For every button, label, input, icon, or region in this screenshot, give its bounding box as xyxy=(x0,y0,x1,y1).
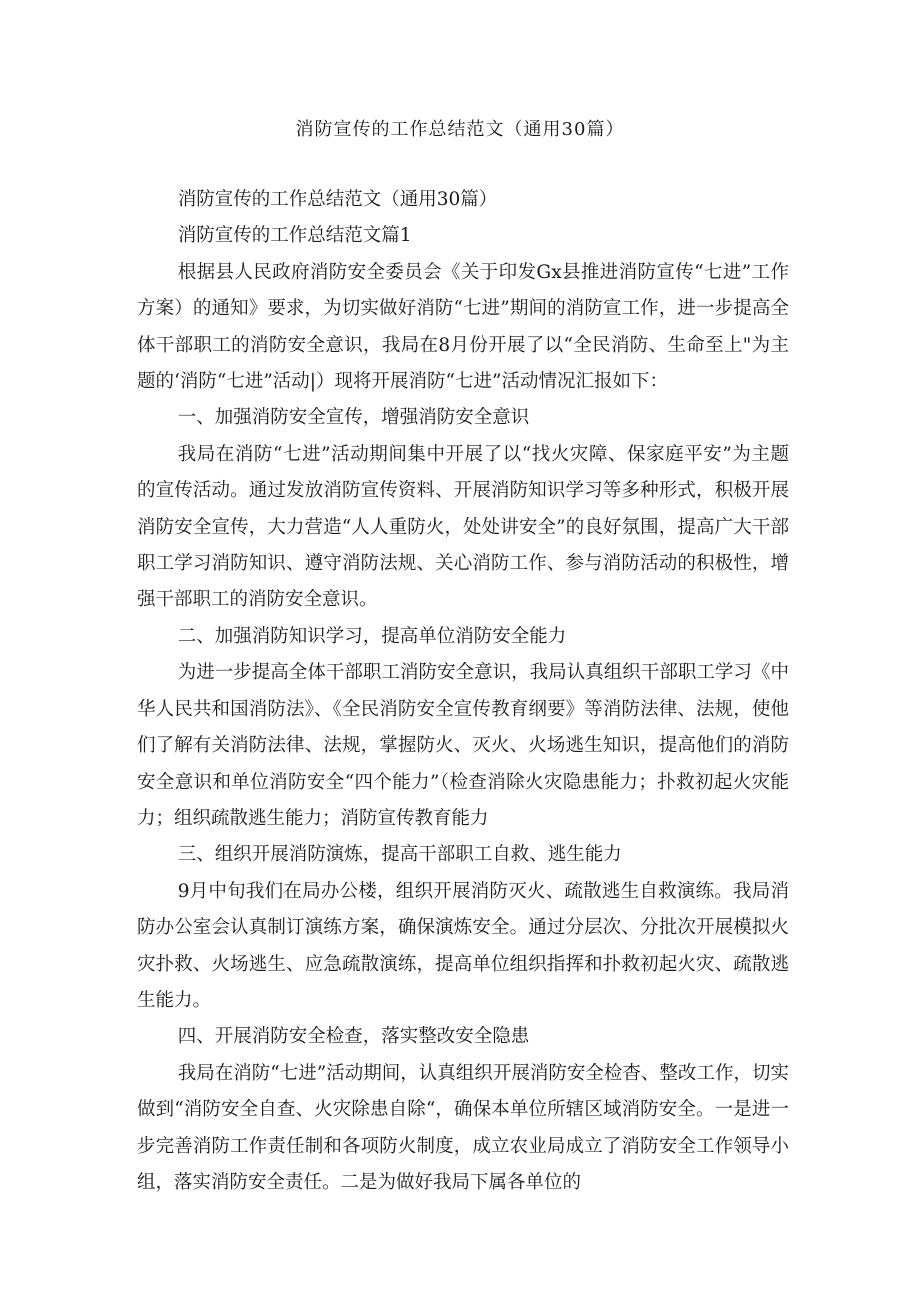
section-heading: 二、加强消防知识学习，提高单位消防安全能力 xyxy=(177,625,567,647)
paragraph: 根据县人民政府消防安全委员会《关于印发Gx县推进消防宣传“七进”工作方案）的通知》要求，为切实做好消防“七进”期间的消防宣工作，进一步提高全体干部职工的消防安全意识，我局在8月份开展了以“全民消防、生命至上"为主题的‘消防“七进”活动|）现将开展消防“七进”活动情况汇报如下： xyxy=(137,261,789,393)
section-heading: 四、开展消防安全检查，落实整改安全隐患 xyxy=(177,1026,530,1048)
paragraph-subtitle: 消防宣传的工作总结范文（通用30篇） xyxy=(177,189,498,210)
section-heading: 一、加强消防安全宣传，增强消防安全意识 xyxy=(177,407,530,429)
paragraph-section-title: 消防宣传的工作总结范文篇1 xyxy=(177,225,412,247)
paragraph: 9月中旬我们在局办公楼，组织开展消防灭火、疏散逃生自救演练。我局消防办公室会认真制订演练方案，确保演炼安全。通过分层次、分批次开展模拟火灾扑救、火场逃生、应急疏散演练，提高单位组织指挥和扑救初起火灾、疏散逃生能力。 xyxy=(137,880,789,1011)
section-heading: 三、组织开展消防演炼，提高干部职工自救、逃生能力 xyxy=(177,844,622,866)
document-title: 消防宣传的工作总结范文（通用30篇） xyxy=(295,119,625,140)
paragraph: 为进一步提高全体干部职工消防安全意识，我局认真组织干部职工学习《中华人民共和国消防法》、《全民消防安全宣传教育纲要》等消防法律、法规，使他们了解有关消防法律、法规，掌握防火、灭火、火场逃生知识，提高他们的消防安全意识和单位消防安全“四个能力”（检查消除火灾隐患能力；扑救初起火灾能力；组织疏散逃生能力；消防宣传教育能力 xyxy=(137,662,789,829)
paragraph: 我局在消防“七进”活动期间，认真组织开展消防安全检杳、整改工作，切实做到“消防安全自查、火灾除患自除“，确保本单位所辖区域消防安全。一是进一步完善消防工作责任制和各项防火制度，成立农业局成立了消防安全工作领导小组，落实消防安全责任。二是为做好我局下属各单位的 xyxy=(137,1062,789,1193)
paragraph: 我局在消防“七进”活动期间集中开展了以“找火灾障、保家庭平安”为主题的宣传活动。通过发放消防宣传资料、开展消防知识学习等多种形式，积极开展消防安全宣传，大力营造“人人重防火，处处讲安全”的良好氛围，提高广大干部职工学习消防知识、遵守消防法规、关心消防工作、参与消防活动的积极性，增强干部职工的消防安全意识。 xyxy=(137,443,789,611)
document-body xyxy=(137,182,789,1201)
